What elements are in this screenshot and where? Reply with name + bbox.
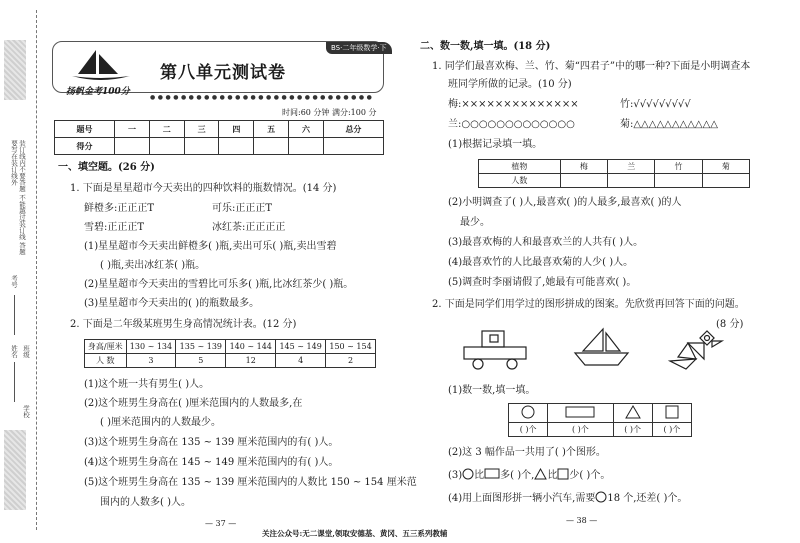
- score-header: 五: [254, 121, 289, 138]
- sailboat-logo: [66, 46, 136, 84]
- q2-part-2: (2)这个班男生身高在( )厘米范围内的人数最多,在: [84, 398, 303, 409]
- record-header: 植物: [479, 160, 561, 174]
- drink-cola: 可乐:正正正T: [212, 203, 273, 214]
- name-line: [14, 362, 15, 402]
- r-q2-part-3-num: (3): [448, 470, 463, 481]
- score-header: 题号: [55, 121, 115, 138]
- height-header: 身高/厘米: [85, 340, 127, 354]
- height-row-label: 人 数: [85, 354, 127, 368]
- q2-part-4: (4)这个班男生身高在 145 ~ 149 厘米范围内的有( )人。: [84, 457, 339, 468]
- r-q1-part-2: (2)小明调查了( )人,最喜欢( )的人最多,最喜欢( )的人: [448, 197, 682, 208]
- seat-label: 考号: [10, 275, 18, 288]
- class-label: 班级: [22, 345, 30, 358]
- question-1-2: 2. 下面是二年级某班男生身高情况统计表。(12 分): [70, 319, 297, 330]
- name-label: 姓名: [10, 345, 18, 358]
- drink-icetea: 冰红茶:正正正正: [212, 222, 286, 233]
- score-header: 四: [219, 121, 254, 138]
- compare-word: 比: [474, 470, 485, 481]
- count-square-answer[interactable]: ( )个: [652, 423, 691, 437]
- score-cell[interactable]: [115, 138, 150, 155]
- count-circle-answer[interactable]: ( )个: [509, 423, 548, 437]
- height-value: 2: [326, 354, 376, 368]
- record-header: 菊: [702, 160, 749, 174]
- height-value: 5: [176, 354, 226, 368]
- binding-sidebar: [0, 0, 44, 543]
- record-cell[interactable]: [702, 174, 749, 188]
- height-header: 140 ~ 144: [226, 340, 276, 354]
- score-header: 六: [289, 121, 324, 138]
- square-shape-icon: [557, 468, 569, 480]
- count-rect-answer[interactable]: ( )个: [548, 423, 613, 437]
- count-square-cell: [652, 404, 691, 423]
- count-circle-cell: [509, 404, 548, 423]
- compare-more: 多( )个,: [500, 470, 535, 481]
- record-header: 兰: [608, 160, 655, 174]
- circle-shape-icon: [462, 468, 474, 480]
- page-title: 第八单元测试卷: [160, 63, 286, 83]
- q2-part-5-cont: 围内的人数多( )人。: [100, 497, 191, 508]
- r-q1-part-3: (3)最喜欢梅的人和最喜欢兰的人共有( )人。: [448, 237, 644, 248]
- rectangle-shape-icon: [484, 468, 500, 479]
- height-value: 4: [276, 354, 326, 368]
- height-value: 3: [126, 354, 176, 368]
- sidebar-shade-top: [4, 40, 26, 100]
- circle-shape-icon: [521, 405, 535, 419]
- score-cell[interactable]: [254, 138, 289, 155]
- shape-figures: [460, 327, 730, 377]
- count-rect-cell: [548, 404, 613, 423]
- drink-sprite: 雪碧:正正正T: [84, 222, 145, 233]
- bird-figure: [670, 331, 722, 369]
- grade-badge: BS·二年级数学·下: [326, 42, 392, 54]
- record-header: 竹: [655, 160, 702, 174]
- q2-part-3: (3)这个班男生身高在 135 ~ 139 厘米范围内的有( )人。: [84, 437, 339, 448]
- record-cell[interactable]: [655, 174, 702, 188]
- triangle-shape-icon: [625, 405, 641, 419]
- r-q1-part-1: (1)根据记录填一填。: [448, 139, 543, 150]
- question-2-1: 1. 同学们最喜欢梅、兰、竹、菊“四君子”中的哪一种?下面是小明调查本: [432, 61, 751, 72]
- binding-line: [36, 10, 37, 530]
- r-q2-part-4-text: (4)用上面图形拼一辆小汽车,需要: [448, 493, 596, 504]
- score-cell[interactable]: [289, 138, 324, 155]
- exam-meta: 时间:60 分钟 满分:100 分: [282, 108, 377, 117]
- drink-orange: 鲜橙多:正正正T: [84, 203, 155, 214]
- score-cell[interactable]: [149, 138, 184, 155]
- record-cell[interactable]: [608, 174, 655, 188]
- height-header: 145 ~ 149: [276, 340, 326, 354]
- height-header: 150 ~ 154: [326, 340, 376, 354]
- score-header: 三: [184, 121, 219, 138]
- r-q2-part-2: (2)这 3 幅作品一共用了( )个图形。: [448, 447, 606, 458]
- footer-notice: 关注公众号:无二课堂,领取安德基、黄冈、五三系列教辅: [262, 529, 448, 538]
- rectangle-shape-icon: [565, 406, 595, 418]
- count-triangle-answer[interactable]: ( )个: [613, 423, 652, 437]
- sidebar-notice: 装订线内不要答题 不能越过装订线 答题要写在装订线外: [10, 140, 26, 255]
- square-shape-icon: [665, 405, 679, 419]
- page-number-right: — 38 —: [566, 516, 598, 525]
- dotted-rule: ●●●●●●●●●●●●●●●●●●●●●●●●●●●●●: [150, 94, 375, 101]
- q2-part-1: (1)这个班一共有男生( )人。: [84, 379, 210, 390]
- score-row-label: 得分: [55, 138, 115, 155]
- r-q1-part-4: (4)最喜欢竹的人比最喜欢菊的人少( )人。: [448, 257, 634, 268]
- page-number-left: — 37 —: [205, 519, 237, 528]
- brand-name: 扬帆金考100分: [66, 87, 130, 97]
- q2-part-2-cont: ( )厘米范围内的人数最少。: [100, 417, 221, 428]
- q1-part-1-cont: ( )瓶,卖出冰红茶( )瓶。: [100, 260, 206, 271]
- score-cell[interactable]: [323, 138, 383, 155]
- count-triangle-cell: [613, 404, 652, 423]
- school-label: 学校: [22, 405, 30, 418]
- height-value: 12: [226, 354, 276, 368]
- record-table: [478, 159, 750, 188]
- q1-part-2: (2)星星超市今天卖出的雪碧比可乐多( )瓶,比冰红茶少( )瓶。: [84, 279, 354, 290]
- circle-shape-icon: [595, 491, 607, 503]
- shape-count-table: [508, 403, 692, 437]
- score-header: 总分: [323, 121, 383, 138]
- r-q1-part-5: (5)调查时李丽请假了,她最有可能喜欢( )。: [448, 277, 637, 288]
- question-1-1: 1. 下面是星星超市今天卖出的四种饮料的瓶数情况。(14 分): [70, 183, 337, 194]
- question-2-2: 2. 下面是同学们用学过的图形拼成的图案。先欣赏再回答下面的问题。: [432, 299, 745, 310]
- record-row-label: 人数: [479, 174, 561, 188]
- car-figure: [464, 331, 526, 369]
- question-2-2-score: (8 分): [716, 319, 744, 330]
- record-header: 梅: [560, 160, 607, 174]
- seat-line: [14, 295, 15, 335]
- r-q2-part-3: [448, 468, 610, 483]
- section-1-heading: 一、填空题。(26 分): [58, 162, 155, 173]
- sidebar-shade-bottom: [4, 430, 26, 510]
- triangle-shape-icon: [534, 468, 547, 480]
- score-cell[interactable]: [219, 138, 254, 155]
- record-lan: 兰:○○○○○○○○○○○○○: [448, 119, 575, 130]
- compare-word-2: 比: [547, 470, 558, 481]
- height-header: 130 ~ 134: [126, 340, 176, 354]
- r-q2-part-4-tail: 18 个,还差( )个。: [607, 493, 688, 504]
- record-ju: 菊:△△△△△△△△△△△: [620, 119, 718, 130]
- r-q2-part-4: [448, 491, 687, 506]
- record-zhu: 竹:√√√√√√√√√: [620, 99, 691, 110]
- q1-part-1: (1)星星超市今天卖出鲜橙多( )瓶,卖出可乐( )瓶,卖出雪碧: [84, 241, 337, 252]
- boat-figure: [575, 329, 628, 365]
- r-q1-part-2-cont: 最少。: [460, 217, 490, 228]
- q2-part-5: (5)这个班男生身高在 135 ~ 139 厘米范围内的人数比 150 ~ 154 厘米范: [84, 477, 417, 488]
- height-table: [84, 339, 376, 368]
- score-table: [54, 120, 384, 155]
- section-2-heading: 二、数一数,填一填。(18 分): [420, 41, 551, 52]
- compare-less: 少( )个。: [569, 470, 611, 481]
- r-q2-part-1: (1)数一数,填一填。: [448, 385, 536, 396]
- q1-part-3: (3)星星超市今天卖出的( )的瓶数最多。: [84, 298, 260, 309]
- height-header: 135 ~ 139: [176, 340, 226, 354]
- record-cell[interactable]: [560, 174, 607, 188]
- score-header: 二: [149, 121, 184, 138]
- score-header: 一: [115, 121, 150, 138]
- score-cell[interactable]: [184, 138, 219, 155]
- question-2-1-cont: 班同学所做的记录。(10 分): [448, 79, 572, 90]
- record-mei: 梅:××××××××××××××: [448, 99, 579, 110]
